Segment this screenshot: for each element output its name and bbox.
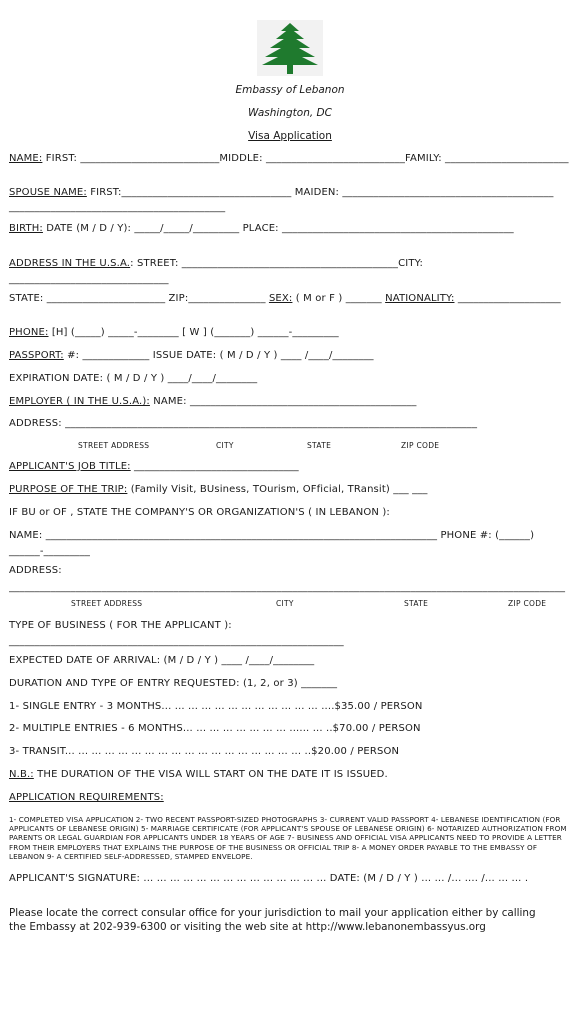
address-label: ADDRESS IN THE U.S.A. (9, 258, 131, 269)
company-address-line: ____________________________________________________________________________________________________________ (9, 582, 566, 593)
purpose-blanks: (Family Visit, BUsiness, TOurism, OFficial, TRansit) ___ ___ (127, 484, 428, 495)
sex-label: SEX: (268, 293, 293, 304)
spouse-blanks: FIRST:_________________________________ MAIDEN: _________________________________________ (86, 187, 554, 198)
passport-label: PASSPORT: (9, 350, 64, 361)
employer-blanks: NAME: ____________________________________________ (149, 396, 417, 407)
sub-state: STATE (307, 441, 332, 450)
address-blanks: : STREET: __________________________________________CITY: _______________________________ (9, 258, 424, 285)
company-sub-street: STREET ADDRESS (71, 599, 143, 608)
arrival-field: EXPECTED DATE OF ARRIVAL: (M / D / Y ) ____ /____/________ (9, 655, 315, 666)
requirements-title: APPLICATION REQUIREMENTS: (9, 792, 164, 803)
nb-note (9, 769, 571, 780)
company-address-field: ADDRESS: (9, 565, 62, 576)
signature-field: APPLICANT'S SIGNATURE: ... ... ... ... ... ... ... ... ... ... ... ... ... ... DATE: (M / D / Y ) ... ... /... .... /... ... ... . (9, 873, 529, 884)
nationality-label: NATIONALITY: (385, 293, 455, 304)
birth-blanks: DATE (M / D / Y): _____/_____/_________ PLACE: _____________________________________________ (42, 223, 514, 234)
spouse-label: SPOUSE NAME: (9, 187, 87, 198)
spouse-overflow: __________________________________________ (9, 202, 226, 213)
birth-label: BIRTH: (9, 223, 43, 234)
business-type-line: _________________________________________________________________ (9, 636, 344, 647)
name-blanks: FIRST: ___________________________MIDDLE: ___________________________FAMILY: ________________________ (42, 153, 569, 164)
company-sub-city: CITY (276, 599, 294, 608)
sub-city: CITY (216, 441, 234, 450)
purpose-field (9, 484, 571, 495)
company-intro: IF BU or OF , STATE THE COMPANY'S OR ORGANIZATION'S ( IN LEBANON ): (9, 507, 390, 518)
name-field (9, 151, 571, 167)
passport-blanks: #: _____________ ISSUE DATE: ( M / D / Y ) ____ /____/________ (63, 350, 374, 361)
birth-field (9, 223, 571, 234)
job-title-label: APPLICANT'S JOB TITLE: (9, 461, 131, 472)
sub-street: STREET ADDRESS (78, 441, 150, 450)
employer-address-field: ADDRESS: ________________________________________________________________________________ (9, 418, 478, 429)
expiration-field: EXPIRATION DATE: ( M / D / Y ) ____/____/________ (9, 373, 258, 384)
phone-label: PHONE: (9, 327, 49, 338)
nationality-blanks: ____________________ (454, 293, 561, 304)
embassy-city: Washington, DC (248, 107, 332, 119)
document-title: Visa Application (248, 130, 332, 142)
nb-label: N.B.: (9, 769, 34, 780)
business-type-field: TYPE OF BUSINESS ( FOR THE APPLICANT ): (9, 620, 232, 631)
embassy-name: Embassy of Lebanon (235, 84, 345, 96)
passport-field (9, 350, 571, 361)
nb-text: THE DURATION OF THE VISA WILL START ON THE DATE IT IS ISSUED. (33, 769, 388, 780)
address-field (9, 256, 571, 288)
spouse-field (9, 187, 571, 198)
employer-field (9, 396, 571, 407)
cedar-tree-icon (257, 20, 323, 76)
employer-label: EMPLOYER ( IN THE U.S.A.): (9, 396, 150, 407)
sex-blanks: ( M or F ) _______ (292, 293, 386, 304)
job-title-blanks: ________________________________ (130, 461, 299, 472)
entry-option: 3- TRANSIT... ... ... ... ... ... ... ... ... ... ... ... ... ... ... ... ... ... ..$20.00 / PERSON (9, 746, 400, 757)
job-title-field (9, 461, 571, 472)
duration-field: DURATION AND TYPE OF ENTRY REQUESTED: (1, 2, or 3) _______ (9, 678, 338, 689)
phone-field (9, 327, 571, 338)
purpose-label: PURPOSE OF THE TRIP: (9, 484, 128, 495)
phone-blanks: [H] (_____) _____-________ [ W ] (_______) ______-_________ (48, 327, 339, 338)
sub-zip: ZIP CODE (401, 441, 440, 450)
company-sub-state: STATE (404, 599, 429, 608)
entry-option: 1- SINGLE ENTRY - 3 MONTHS... ... ... ... ... ... ... ... ... ... ... ... ....$35.00 / PERSON (9, 701, 423, 712)
state-field (9, 291, 571, 307)
entry-option: 2- MULTIPLE ENTRIES - 6 MONTHS... ... ... ... ... ... ... ... ...... ... ..$70.00 / PERSON (9, 723, 421, 734)
requirements-text: 1- COMPLETED VISA APPLICATION 2- TWO RECENT PASSPORT-SIZED PHOTOGRAPHS 3- CURRENT VALID PASSPORT 4- LEBANESE IDENTIFICATION (FOR APPLICANTS OF LEBANESE ORIGIN) 5- MARRIAGE CERTIFICATE (FOR APPLICANT'S SPOUSE OF LEBANESE ORIGIN) 6- NOTARIZED AUTHORIZATION FROM PARENTS OR LEGAL GUARDIAN FOR APPLICANTS UNDER 18 YEARS OF AGE 7- BUSINESS AND OFFICIAL VISA APPLICANTS NEED TO PROVIDE A LETTER FROM THEIR EMPLOYERS THAT EXPLAINS THE PURPOSE OF THE BUSINESS OR OFFICIAL TRIP 8- A MONEY ORDER PAYABLE TO THE EMBASSY OF LEBANON 9- A CERTIFIED SELF-ADDRESSED, STAMPED ENVELOPE. (9, 815, 567, 861)
footer-note: Please locate the correct consular office for your jurisdiction to mail your application either by calling the Embassy at 202-939-6300 or visiting the web site at http://www.lebanonembassyus.org (9, 907, 536, 933)
state-blanks: STATE: _______________________ ZIP:_______________ (9, 293, 269, 304)
name-label: NAME: (9, 153, 43, 164)
company-sub-zip: ZIP CODE (508, 599, 547, 608)
company-name-field: NAME: ____________________________________________________________________________ PHONE #: (______) ______-_________ (9, 530, 535, 557)
